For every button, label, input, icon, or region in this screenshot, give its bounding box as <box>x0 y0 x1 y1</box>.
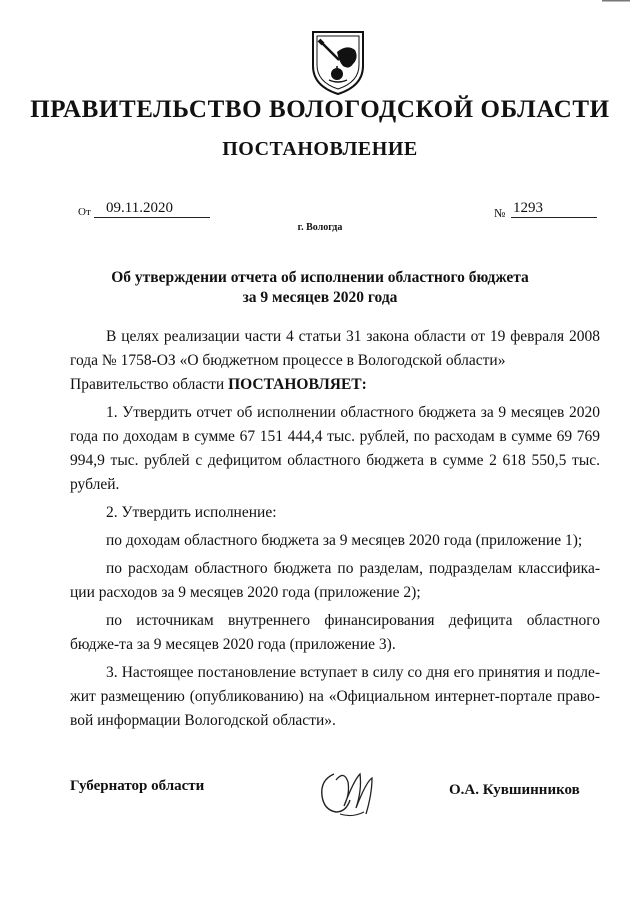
preamble-decree: ПОСТАНОВЛЯЕТ: <box>228 376 367 393</box>
government-title: ПРАВИТЕЛЬСТВО ВОЛОГОДСКОЙ ОБЛАСТИ <box>30 96 610 123</box>
number-label: № <box>494 206 506 220</box>
document-body <box>70 325 600 733</box>
document-date: 09.11.2020 <box>94 200 210 218</box>
paragraph-2-item-1: по доходам областного бюджета за 9 месяцев 2020 года (приложение 1); <box>106 532 583 549</box>
paragraph-2: 2. Утвердить исполнение: <box>106 504 277 521</box>
preamble-line-1: В целях реализации части 4 статьи 31 закона области от 19 февраля 2008 <box>106 328 600 345</box>
signatory-name: О.А. Кувшинников <box>449 782 580 798</box>
document-type: ПОСТАНОВЛЕНИЕ <box>222 138 418 160</box>
document-number: 1293 <box>511 200 597 218</box>
preamble-line-3 <box>70 373 600 397</box>
preamble-subject: Правительство области <box>70 376 225 393</box>
subject-line-1: Об утверждении отчета об исполнении областного бюджета <box>111 269 529 286</box>
handwritten-signature-icon <box>316 760 378 822</box>
signatory-title: Губернатор области <box>70 778 205 794</box>
date-label: От <box>78 206 91 218</box>
paragraph-1: 1. Утвердить отчет об исполнении областного бюджета за 9 месяцев 2020 года по доходам в сумме 67 151 444,4 тыс. рублей, по расходам в сумме 69 769 994,9 тыс. рублей с дефицитом областного бюджета в сумме 2 618 550,5 тыс. рублей. <box>70 404 600 493</box>
city: г. Вологда <box>297 222 343 233</box>
paragraph-2-item-3: по источникам внутреннего финансирования дефицита областного бюдже-та за 9 месяцев 2020 года (приложение 3). <box>70 612 600 653</box>
paragraph-2-item-2: по расходам областного бюджета по разделам, подразделам классифика-ции расходов за 9 месяцев 2020 года (приложение 2); <box>70 560 600 601</box>
preamble <box>70 325 600 397</box>
subject-line-2: за 9 месяцев 2020 года <box>242 289 398 306</box>
preamble-line-2: года № 1758-ОЗ «О бюджетном процессе в Вологодской области» <box>70 352 506 369</box>
paragraph-3: 3. Настоящее постановление вступает в силу со дня его принятия и подле-жит размещению (опубликованию) на «Официальном интернет-портале право-вой информации Вологодской области». <box>70 664 600 729</box>
document-subject <box>0 268 640 308</box>
coat-of-arms-icon <box>309 30 367 96</box>
corner-mark <box>602 0 630 4</box>
